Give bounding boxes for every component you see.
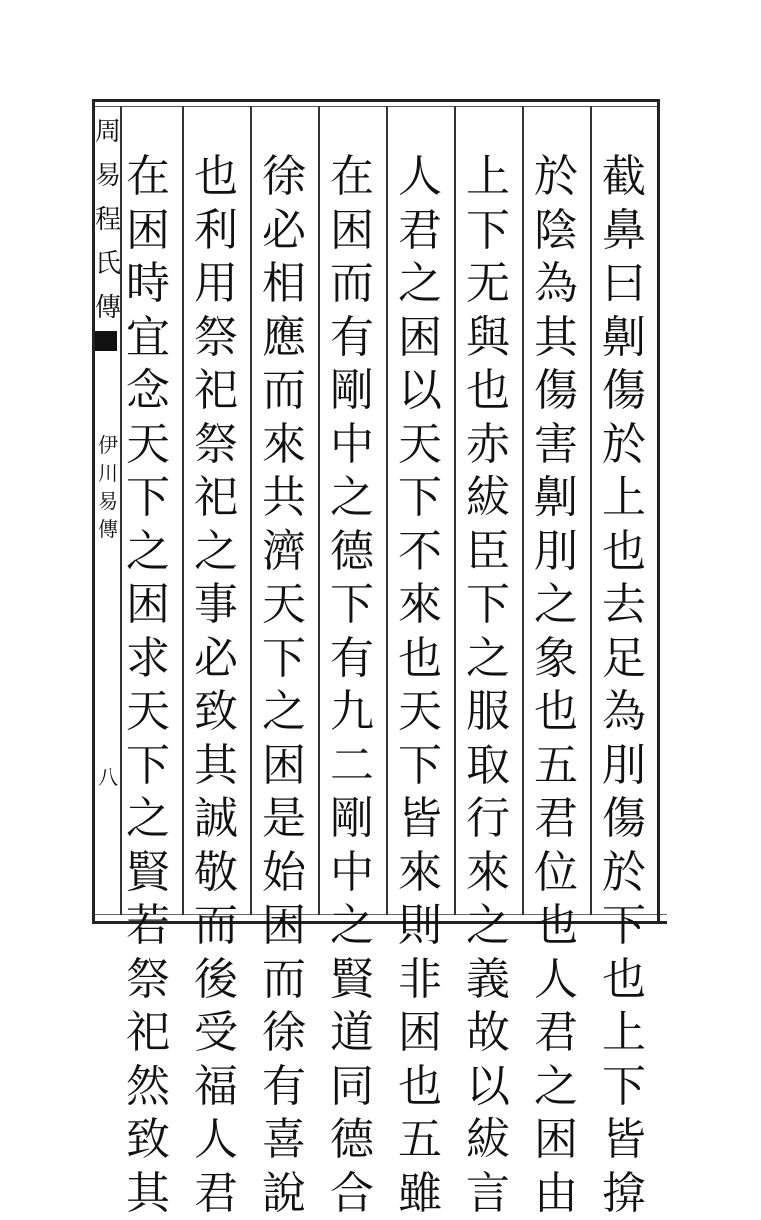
text-column [462,150,514,1220]
text-char: 然 [122,1060,174,1114]
text-char: 之 [394,257,446,311]
margin-subtitle-char: 易 [98,487,118,515]
text-char: 困 [530,1113,582,1167]
text-char: 君 [190,1167,242,1220]
text-char: 之 [190,525,242,579]
text-char: 之 [530,578,582,632]
text-column [598,150,650,1220]
text-char: 宜 [122,311,174,365]
text-char: 天 [394,418,446,472]
text-char: 也 [190,150,242,204]
text-char: 也 [598,953,650,1007]
text-char: 必 [258,204,310,258]
text-char: 之 [530,1060,582,1114]
text-char: 傷 [530,364,582,418]
text-char: 人 [190,1113,242,1167]
text-char: 下 [598,899,650,953]
text-char: 皆 [394,792,446,846]
text-char: 天 [394,685,446,739]
column-separator [318,106,320,915]
text-char: 應 [258,311,310,365]
top-border [92,99,659,102]
text-char: 致 [122,1113,174,1167]
text-char: 來 [394,846,446,900]
text-char: 下 [598,1060,650,1114]
margin-title-char: 易 [95,154,121,198]
text-column [258,150,310,1220]
text-column [122,150,174,1220]
text-char: 也 [530,685,582,739]
text-char: 困 [394,1006,446,1060]
text-char: 困 [122,204,174,258]
text-char: 剛 [326,792,378,846]
text-char: 祭 [190,311,242,365]
text-char: 有 [326,311,378,365]
text-char: 劓 [530,471,582,525]
text-char: 後 [190,953,242,1007]
text-char: 曰 [598,257,650,311]
text-char: 害 [530,418,582,472]
text-char: 誠 [190,792,242,846]
text-char: 刖 [530,525,582,579]
column-separator [386,106,388,915]
text-char: 无 [462,257,514,311]
text-char: 傷 [598,364,650,418]
text-char: 念 [122,364,174,418]
text-char: 德 [326,525,378,579]
text-char: 紱 [462,1113,514,1167]
text-char: 不 [394,525,446,579]
text-char: 陰 [530,204,582,258]
text-char: 言 [462,1167,514,1220]
text-char: 而 [326,257,378,311]
text-column [326,150,378,1220]
text-char: 之 [462,632,514,686]
margin-subtitle-char: 傳 [98,515,118,543]
text-char: 君 [530,792,582,846]
text-char: 來 [462,846,514,900]
text-char: 為 [530,257,582,311]
text-char: 於 [598,846,650,900]
column-separator [182,106,184,915]
text-char: 以 [462,1060,514,1114]
text-char: 祭 [122,953,174,1007]
text-column [190,150,242,1220]
text-char: 下 [258,632,310,686]
text-char: 困 [122,578,174,632]
text-char: 祀 [190,471,242,525]
text-char: 求 [122,632,174,686]
text-char: 上 [598,1006,650,1060]
text-char: 取 [462,739,514,793]
text-char: 與 [462,311,514,365]
text-char: 濟 [258,525,310,579]
text-char: 行 [462,792,514,846]
text-char: 也 [530,899,582,953]
text-char: 困 [258,899,310,953]
fish-tail-mark [95,331,117,351]
text-char: 有 [326,632,378,686]
text-char: 之 [326,471,378,525]
text-char: 劓 [598,311,650,365]
text-char: 而 [190,899,242,953]
text-char: 徐 [258,150,310,204]
text-char: 天 [258,578,310,632]
column-separator [454,106,456,915]
text-char: 也 [394,632,446,686]
margin-subtitle-char: 川 [98,459,118,487]
column-separator [590,106,592,915]
text-char: 二 [326,739,378,793]
text-char: 徐 [258,1006,310,1060]
text-char: 天 [122,685,174,739]
text-char: 其 [190,739,242,793]
margin-subtitle-char: 伊 [98,431,118,459]
text-char: 中 [326,418,378,472]
text-char: 困 [394,311,446,365]
text-char: 喜 [258,1113,310,1167]
text-char: 來 [394,578,446,632]
margin-title-char: 周 [95,110,121,154]
text-char: 時 [122,257,174,311]
text-char: 於 [530,150,582,204]
text-char: 刖 [598,739,650,793]
text-char: 傷 [598,792,650,846]
text-char: 祀 [122,1006,174,1060]
text-char: 下 [394,471,446,525]
text-char: 若 [122,899,174,953]
text-char: 中 [326,846,378,900]
text-char: 道 [326,1006,378,1060]
column-separator [522,106,524,915]
margin-subtitle [95,431,121,543]
text-column [394,150,446,1220]
margin-title-char: 程 [95,198,121,242]
text-char: 剛 [326,364,378,418]
text-char: 人 [394,150,446,204]
text-char: 賢 [122,846,174,900]
text-char: 而 [258,364,310,418]
text-char: 其 [530,311,582,365]
text-char: 義 [462,953,514,1007]
text-char: 有 [258,1060,310,1114]
text-char: 事 [190,578,242,632]
text-char: 上 [598,471,650,525]
text-char: 而 [258,953,310,1007]
text-char: 在 [326,150,378,204]
text-char: 為 [598,685,650,739]
text-char: 上 [462,150,514,204]
text-char: 服 [462,685,514,739]
page-number: 八 [95,761,121,790]
text-char: 是 [258,792,310,846]
margin-title-char: 氏 [95,242,121,286]
text-char: 敬 [190,846,242,900]
text-char: 用 [190,257,242,311]
text-char: 德 [326,1113,378,1167]
text-char: 足 [598,632,650,686]
text-char: 致 [190,685,242,739]
text-char: 位 [530,846,582,900]
text-char: 祭 [190,418,242,472]
text-char: 鼻 [598,204,650,258]
text-char: 去 [598,578,650,632]
text-char: 利 [190,204,242,258]
text-char: 五 [394,1113,446,1167]
text-char: 九 [326,685,378,739]
text-char: 下 [122,739,174,793]
text-char: 皆 [598,1113,650,1167]
text-char: 來 [258,418,310,472]
text-char: 在 [122,150,174,204]
text-char: 也 [598,525,650,579]
text-char: 紱 [462,471,514,525]
top-inner-border [92,106,659,107]
text-char: 象 [530,632,582,686]
text-char: 下 [122,471,174,525]
text-char: 必 [190,632,242,686]
text-char: 同 [326,1060,378,1114]
text-char: 揜 [598,1167,650,1220]
column-separator [250,106,252,915]
text-char: 則 [394,899,446,953]
text-char: 之 [462,899,514,953]
margin-title [95,110,121,330]
text-char: 之 [326,899,378,953]
text-char: 由 [530,1167,582,1220]
text-char: 也 [394,1060,446,1114]
text-char: 下 [462,204,514,258]
text-char: 之 [122,792,174,846]
text-char: 下 [462,578,514,632]
text-char: 合 [326,1167,378,1220]
text-char: 天 [122,418,174,472]
text-char: 故 [462,1006,514,1060]
text-char: 五 [530,739,582,793]
text-char: 臣 [462,525,514,579]
text-char: 其 [122,1167,174,1220]
text-char: 人 [530,953,582,1007]
text-char: 共 [258,471,310,525]
text-char: 雖 [394,1167,446,1220]
text-char: 相 [258,257,310,311]
text-char: 祀 [190,364,242,418]
text-column [530,150,582,1220]
right-border [657,99,660,924]
text-char: 於 [598,418,650,472]
text-char: 之 [258,685,310,739]
text-char: 困 [258,739,310,793]
text-char: 說 [258,1167,310,1220]
text-char: 下 [394,739,446,793]
text-char: 君 [530,1006,582,1060]
text-char: 始 [258,846,310,900]
text-char: 困 [326,204,378,258]
text-char: 賢 [326,953,378,1007]
text-char: 也 [462,364,514,418]
margin-title-char: 傳 [95,286,121,330]
text-char: 君 [394,204,446,258]
text-char: 截 [598,150,650,204]
text-char: 以 [394,364,446,418]
text-char: 受 [190,1006,242,1060]
text-char: 福 [190,1060,242,1114]
text-char: 下 [326,578,378,632]
text-char: 之 [122,525,174,579]
text-char: 非 [394,953,446,1007]
text-char: 赤 [462,418,514,472]
